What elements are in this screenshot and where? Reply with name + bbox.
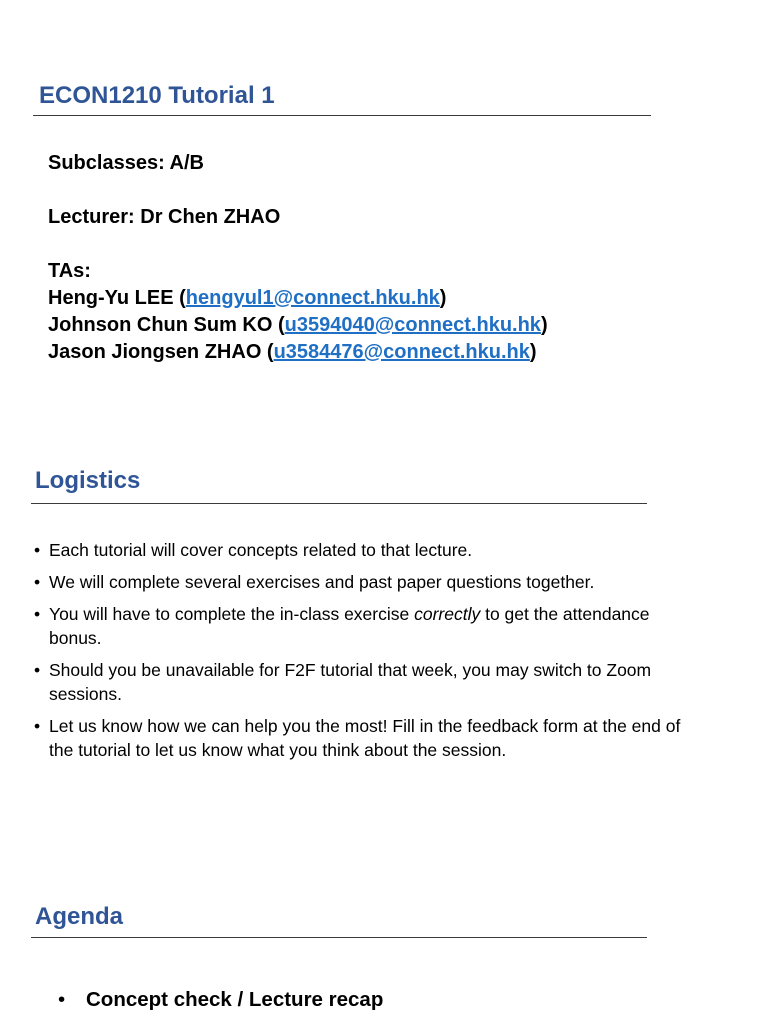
bullet-symbol: • — [34, 572, 41, 592]
ta-close-paren: ) — [439, 287, 447, 309]
list-item-text: Each tutorial will cover concepts related to that lecture. — [49, 540, 473, 560]
list-item-text: to get the attendance bonus. — [49, 604, 650, 648]
agenda-divider — [31, 937, 647, 938]
list-item — [34, 658, 699, 706]
page-title: ECON1210 Tutorial 1 — [39, 82, 275, 109]
ta-entry — [48, 312, 548, 338]
list-item-text: You will have to complete the in-class exercise — [49, 604, 415, 624]
list-item-text: We will complete several exercises and past paper questions together. — [49, 572, 595, 592]
ta-name: Jason Jiongsen ZHAO ( — [48, 341, 274, 363]
ta-name: Johnson Chun Sum KO ( — [48, 314, 285, 336]
agenda-item — [58, 986, 383, 1014]
ta-close-paren: ) — [540, 314, 548, 336]
bullet-symbol: • — [34, 540, 41, 560]
ta-entry — [48, 339, 537, 365]
emphasis-text: correctly — [414, 604, 481, 624]
title-divider — [33, 115, 651, 116]
logistics-divider — [31, 503, 647, 504]
logistics-heading: Logistics — [35, 467, 141, 494]
ta-email-link[interactable]: u3584476@connect.hku.hk — [273, 341, 530, 363]
ta-entry — [48, 285, 446, 311]
agenda-item-text: Concept check / Lecture recap — [86, 988, 384, 1011]
logistics-list — [34, 538, 699, 770]
ta-email-link[interactable]: hengyul1@connect.hku.hk — [185, 287, 440, 309]
ta-close-paren: ) — [529, 341, 537, 363]
list-item — [34, 602, 699, 650]
list-item — [34, 538, 699, 562]
ta-name: Heng-Yu LEE ( — [48, 287, 186, 309]
lecturer-line: Lecturer: Dr Chen ZHAO — [48, 206, 281, 228]
list-item-text: Let us know how we can help you the most! Fill in the feedback form at the end of the tutorial to let us know what you think about the session. — [49, 716, 681, 760]
agenda-heading: Agenda — [35, 903, 124, 930]
bullet-symbol: • — [34, 604, 41, 624]
ta-email-link[interactable]: u3594040@connect.hku.hk — [284, 314, 541, 336]
bullet-symbol: • — [34, 660, 41, 680]
subclasses-line: Subclasses: A/B — [48, 152, 204, 174]
bullet-symbol: • — [58, 988, 66, 1011]
tas-label: TAs: — [48, 260, 91, 282]
list-item — [34, 570, 699, 594]
list-item — [34, 714, 699, 762]
list-item-text: Should you be unavailable for F2F tutorial that week, you may switch to Zoom sessions. — [49, 660, 652, 704]
bullet-symbol: • — [34, 716, 41, 736]
